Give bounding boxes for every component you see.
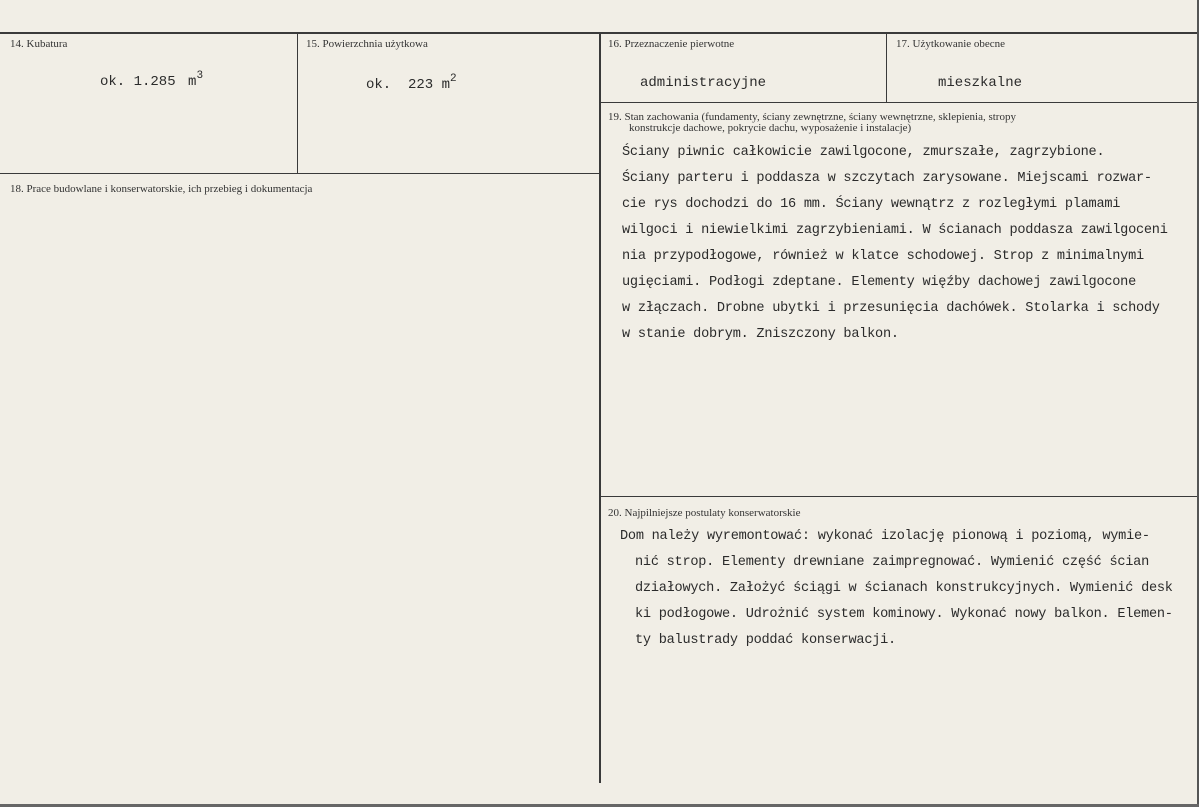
section19-bottom-border: [600, 496, 1199, 497]
postulaty-text: [620, 524, 1173, 654]
kubatura-unit: m: [188, 74, 197, 90]
center-vertical-divider: [599, 33, 601, 783]
stan-zachowania-label-line2: konstrukcje dachowe, pokrycie dachu, wyposażenie i instalacje): [629, 122, 912, 134]
postulaty-line: działowych. Założyć ściągi w ścianach konstrukcyjnych. Wymienić desk: [635, 581, 1173, 596]
stan-line: ugięciami. Podłogi zdeptane. Elementy więźby dachowej zawilgocone: [622, 275, 1136, 290]
stan-line: nia przypodłogowe, również w klatce schodowej. Strop z minimalnymi: [622, 249, 1144, 264]
uzytkowanie-value: mieszkalne: [938, 75, 1023, 91]
powierzchnia-number: ok. 223 m: [366, 77, 451, 93]
divider-16-17: [886, 33, 887, 103]
przeznaczenie-label: 16. Przeznaczenie pierwotne: [608, 38, 735, 50]
powierzchnia-exponent: 2: [450, 73, 457, 85]
postulaty-line: Dom należy wyremontować: wykonać izolację pionową i poziomą, wymie-: [620, 529, 1150, 544]
uzytkowanie-label: 17. Użytkowanie obecne: [896, 38, 1006, 50]
stan-zachowania-label: 19. Stan zachowania (fundamenty, ściany zewnętrzne, ściany wewnętrzne, sklepienia, stropy: [608, 111, 1016, 123]
row1-bottom-border: [0, 173, 600, 174]
kubatura-value: [100, 70, 204, 90]
postulaty-label: 20. Najpilniejsze postulaty konserwatorskie: [608, 507, 801, 519]
postulaty-line: ki podłogowe. Udrożnić system kominowy. Wykonać nowy balkon. Elemen-: [635, 607, 1173, 622]
stan-line: wilgoci i niewielkimi zagrzybieniami. W ścianach poddasza zawilgoceni: [622, 223, 1168, 238]
postulaty-line: ty balustrady poddać konserwacji.: [635, 633, 896, 648]
stan-line: w stanie dobrym. Zniszczony balkon.: [622, 327, 899, 342]
stan-line: Ściany parteru i poddasza w szczytach zarysowane. Miejscami rozwar-: [622, 171, 1152, 186]
powierzchnia-value: [366, 73, 457, 93]
row16-bottom-border: [600, 102, 1199, 103]
kubatura-label: 14. Kubatura: [10, 38, 68, 50]
stan-line: Ściany piwnic całkowicie zawilgocone, zmurszałe, zagrzybione.: [622, 145, 1105, 160]
postulaty-line: nić strop. Elementy drewniane zaimpregnować. Wymienić część ścian: [635, 555, 1149, 570]
przeznaczenie-value: administracyjne: [640, 75, 767, 91]
kubatura-number: ok. 1.285: [100, 74, 176, 90]
stan-zachowania-text: [622, 140, 1168, 348]
kubatura-exponent: 3: [196, 70, 204, 82]
stan-line: cie rys dochodzi do 16 mm. Ściany wewnątrz z rozległymi plamami: [622, 197, 1121, 212]
powierzchnia-label: 15. Powierzchnia użytkowa: [306, 38, 428, 50]
divider-14-15: [297, 33, 298, 174]
prace-budowlane-label: 18. Prace budowlane i konserwatorskie, ich przebieg i dokumentacja: [10, 183, 313, 195]
stan-line: w złączach. Drobne ubytki i przesunięcia dachówek. Stolarka i schody: [622, 301, 1160, 316]
